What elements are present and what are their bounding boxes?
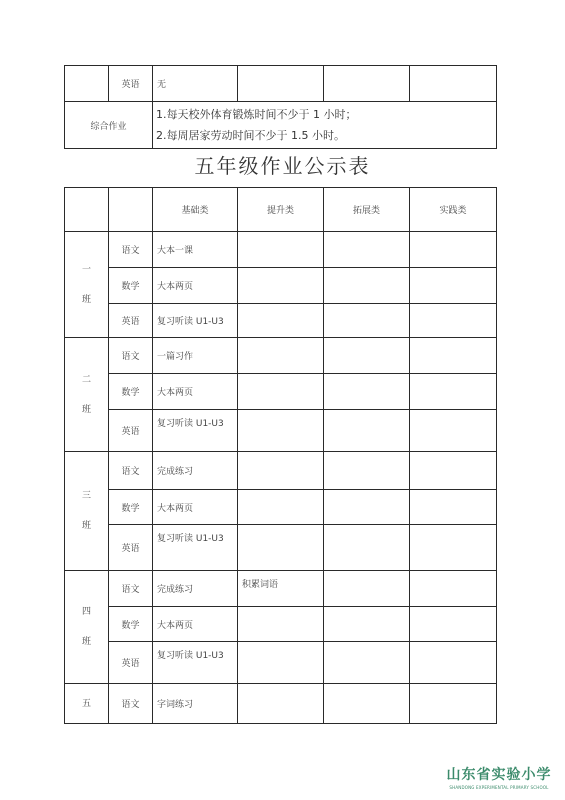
subject-cell: 数学 <box>109 490 153 525</box>
subject-cell: 语文 <box>109 338 153 374</box>
basic-homework-cell: 一篇习作 <box>153 338 238 374</box>
basic-homework-cell: 复习听读 U1-U3 <box>153 642 238 684</box>
previous-page-table <box>64 65 497 149</box>
table-row <box>65 232 497 268</box>
subject-cell: 英语 <box>109 642 153 684</box>
comprehensive-line: 2.每周居家劳动时间不少于 1.5 小时。 <box>156 129 345 142</box>
practice-homework-cell <box>410 232 497 268</box>
practice-homework-cell <box>410 304 497 338</box>
improve-homework-cell <box>238 684 324 724</box>
header-basic: 基础类 <box>153 188 238 232</box>
practice-homework-cell <box>410 571 497 607</box>
comprehensive-content <box>153 102 497 149</box>
practice-homework-cell <box>410 642 497 684</box>
improve-homework-cell <box>238 410 324 452</box>
improve-homework-cell <box>238 304 324 338</box>
comprehensive-line: 1.每天校外体育锻炼时间不少于 1 小时； <box>156 108 357 121</box>
improve-homework-cell <box>238 607 324 642</box>
basic-homework-cell: 大本两页 <box>153 268 238 304</box>
class-name-cell: 一 班 <box>65 232 109 338</box>
table-header-row <box>65 188 497 232</box>
school-logo-english: SHANDONG EXPERIMENTAL PRIMARY SCHOOL <box>449 785 549 790</box>
subject-cell: 语文 <box>109 571 153 607</box>
extend-homework-cell <box>324 410 410 452</box>
table-row <box>65 684 497 724</box>
basic-homework-cell: 复习听读 U1-U3 <box>153 410 238 452</box>
class-name-cell: 三 班 <box>65 452 109 571</box>
subject-cell: 语文 <box>109 452 153 490</box>
improve-homework-cell <box>238 66 324 102</box>
class-name-cell: 四 班 <box>65 571 109 684</box>
table-row <box>65 268 497 304</box>
extend-homework-cell <box>324 607 410 642</box>
header-subject-cell <box>109 188 153 232</box>
extend-homework-cell <box>324 525 410 571</box>
basic-homework-cell: 完成练习 <box>153 571 238 607</box>
extend-homework-cell <box>324 304 410 338</box>
table-row <box>65 607 497 642</box>
improve-homework-cell <box>238 374 324 410</box>
table-row <box>65 490 497 525</box>
basic-homework-cell: 大本两页 <box>153 607 238 642</box>
header-class-cell <box>65 188 109 232</box>
practice-homework-cell <box>410 490 497 525</box>
subject-cell: 英语 <box>109 410 153 452</box>
practice-homework-cell <box>410 268 497 304</box>
page-title: 五年级作业公示表 <box>194 154 371 178</box>
subject-cell: 英语 <box>109 525 153 571</box>
subject-cell: 数学 <box>109 268 153 304</box>
school-logo <box>443 764 555 790</box>
extend-homework-cell <box>324 490 410 525</box>
practice-homework-cell <box>410 607 497 642</box>
improve-homework-cell: 积累词语 <box>238 571 324 607</box>
table-row <box>65 338 497 374</box>
extend-homework-cell <box>324 642 410 684</box>
basic-homework-cell: 无 <box>153 66 238 102</box>
basic-homework-cell: 完成练习 <box>153 452 238 490</box>
class-name-cell: 二 班 <box>65 338 109 452</box>
subject-cell: 语文 <box>109 232 153 268</box>
basic-homework-cell: 字词练习 <box>153 684 238 724</box>
practice-homework-cell <box>410 410 497 452</box>
table-row <box>65 525 497 571</box>
table-row <box>65 571 497 607</box>
extend-homework-cell <box>324 452 410 490</box>
class-name-cell: 五 <box>65 684 109 724</box>
header-improve: 提升类 <box>238 188 324 232</box>
extend-homework-cell <box>324 374 410 410</box>
basic-homework-cell: 复习听读 U1-U3 <box>153 525 238 571</box>
extend-homework-cell <box>324 684 410 724</box>
improve-homework-cell <box>238 490 324 525</box>
practice-homework-cell <box>410 525 497 571</box>
subject-cell: 英语 <box>109 66 153 102</box>
basic-homework-cell: 复习听读 U1-U3 <box>153 304 238 338</box>
basic-homework-cell: 大本一课 <box>153 232 238 268</box>
table-row <box>65 642 497 684</box>
homework-table <box>64 187 497 724</box>
table-row <box>65 374 497 410</box>
basic-homework-cell: 大本两页 <box>153 490 238 525</box>
improve-homework-cell <box>238 452 324 490</box>
extend-homework-cell <box>324 268 410 304</box>
basic-homework-cell: 大本两页 <box>153 374 238 410</box>
improve-homework-cell <box>238 268 324 304</box>
table-row <box>65 410 497 452</box>
extend-homework-cell <box>324 338 410 374</box>
table-row <box>65 102 497 149</box>
subject-cell: 语文 <box>109 684 153 724</box>
practice-homework-cell <box>410 66 497 102</box>
header-practice: 实践类 <box>410 188 497 232</box>
subject-cell: 数学 <box>109 374 153 410</box>
improve-homework-cell <box>238 642 324 684</box>
improve-homework-cell <box>238 525 324 571</box>
table-row <box>65 452 497 490</box>
improve-homework-cell <box>238 338 324 374</box>
extend-homework-cell <box>324 232 410 268</box>
practice-homework-cell <box>410 338 497 374</box>
practice-homework-cell <box>410 684 497 724</box>
table-row <box>65 304 497 338</box>
table-row <box>65 66 497 102</box>
extend-homework-cell <box>324 571 410 607</box>
practice-homework-cell <box>410 374 497 410</box>
header-extend: 拓展类 <box>324 188 410 232</box>
extend-homework-cell <box>324 66 410 102</box>
subject-cell: 数学 <box>109 607 153 642</box>
school-logo-chinese: 山东省实验小学 <box>446 767 552 783</box>
practice-homework-cell <box>410 452 497 490</box>
improve-homework-cell <box>238 232 324 268</box>
subject-cell: 英语 <box>109 304 153 338</box>
class-cell <box>65 66 109 102</box>
comprehensive-label: 综合作业 <box>65 102 153 149</box>
